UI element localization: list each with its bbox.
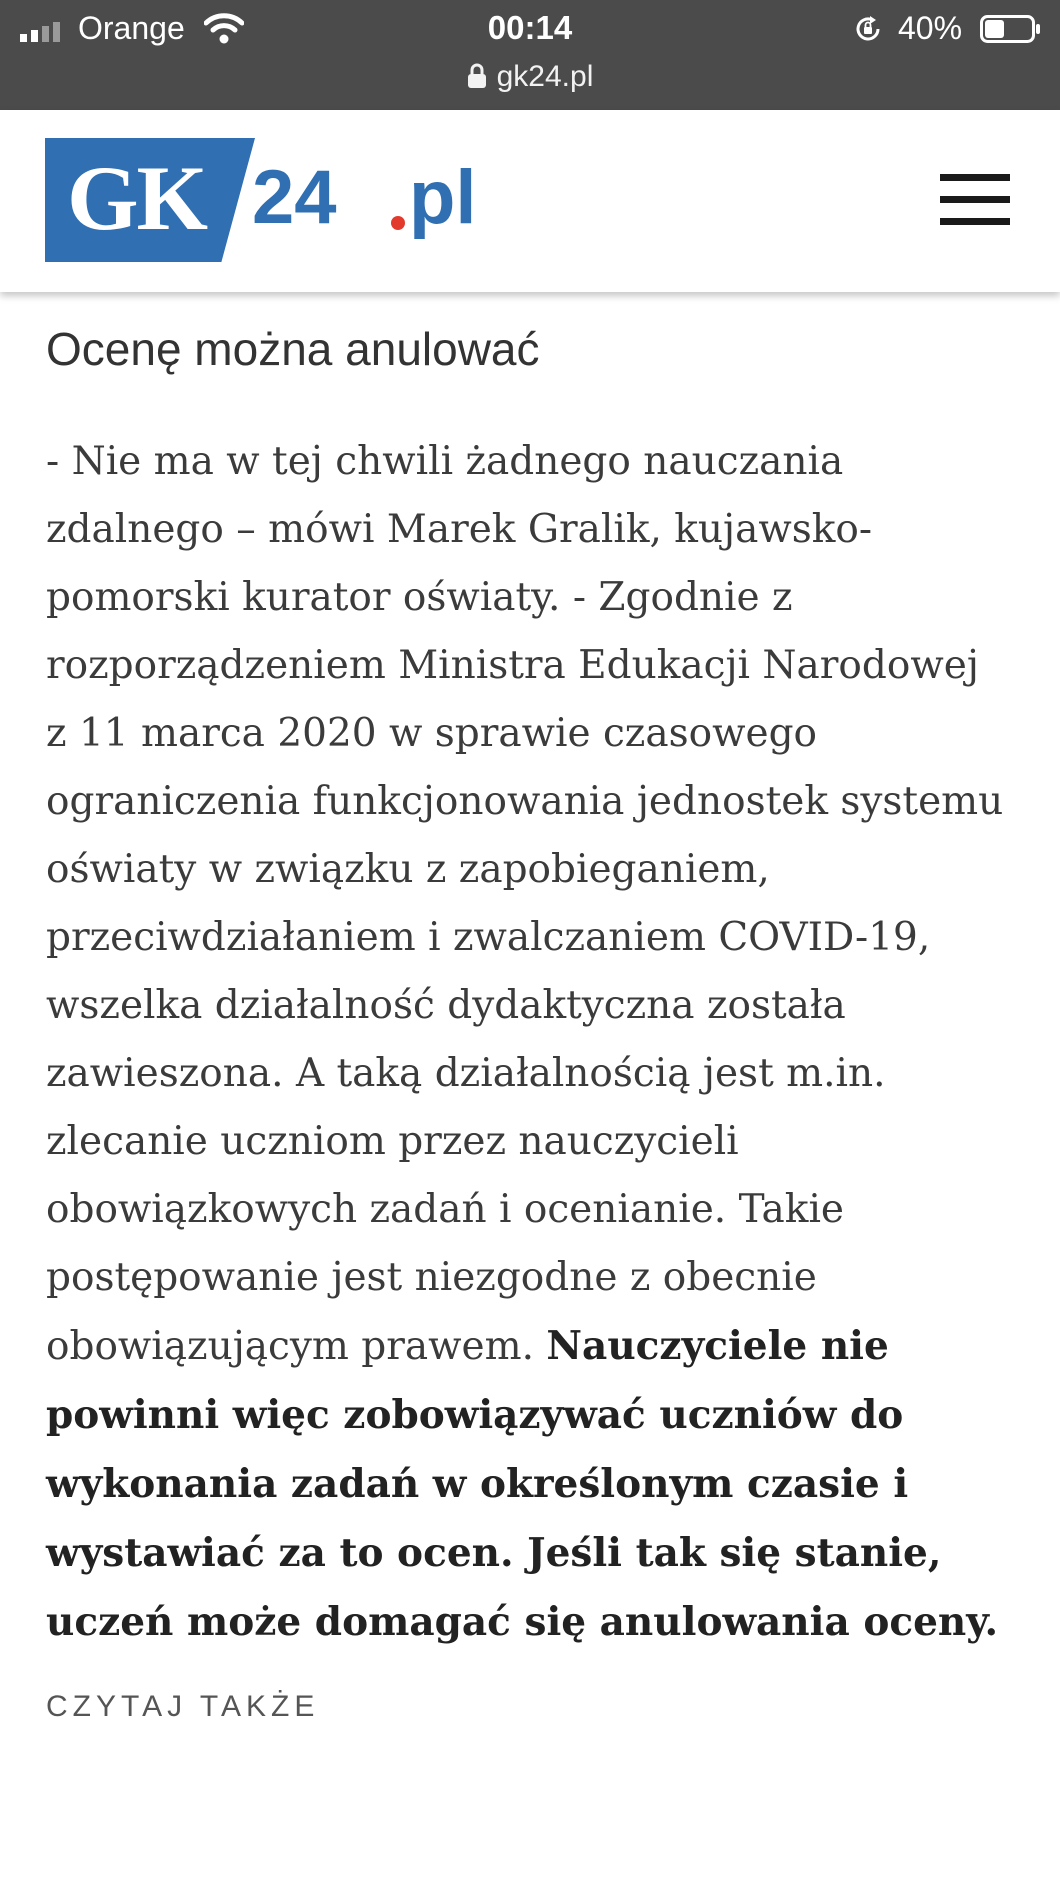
logo-text-gk: GK — [67, 147, 207, 249]
site-header — [0, 110, 1060, 292]
rotation-lock-icon — [853, 14, 883, 44]
hamburger-menu-icon[interactable] — [940, 174, 1010, 226]
section-heading: Ocenę można anulować — [46, 323, 540, 375]
carrier-name: Orange — [78, 10, 185, 46]
article-paragraph — [46, 428, 1006, 1657]
site-logo[interactable] — [45, 138, 477, 262]
logo-text-pl: pl — [409, 155, 477, 240]
status-bar — [0, 0, 1060, 110]
article-content — [46, 292, 1036, 1727]
lock-icon — [467, 63, 487, 89]
status-time: 00:14 — [487, 9, 573, 46]
read-also-label[interactable]: CZYTAJ TAKŻE — [46, 1690, 320, 1723]
logo-text-24: 24 — [252, 155, 337, 240]
logo-dot — [391, 216, 405, 230]
address-bar[interactable] — [0, 58, 1060, 96]
paragraph-regular-text: - Nie ma w tej chwili żadnego nauczania zdalnego – mówi Marek Gralik, kujawsko-pomorski kurator oświaty. - Zgodnie z rozporządzeniem Ministra Edukacji Narodowej z 11 marca 2020 w sprawie czasowego ograniczenia funkcjonowania jednostek systemu oświaty w związku z zapobieganiem, przeciwdziałaniem i zwalczaniem COVID-19, wszelka działalność dydaktyczna została zawieszona. A taką działalnością jest m.in. zlecanie uczniom przez nauczycieli obowiązkowych zadań i ocenianie. Takie postępowanie jest niezgodne z obecnie obowiązującym prawem. — [46, 439, 1004, 1369]
battery-percentage: 40% — [898, 10, 963, 46]
battery-icon — [980, 15, 1042, 43]
url-text: gk24.pl — [496, 60, 594, 93]
paragraph-bold-text: Nauczyciele nie powinni więc zobowiązywać uczniów do wykonania zadań w określonym czasie i wystawiać za to ocen. Jeśli tak się stanie, uczeń może domagać się anulowania oceny. — [46, 1323, 999, 1645]
